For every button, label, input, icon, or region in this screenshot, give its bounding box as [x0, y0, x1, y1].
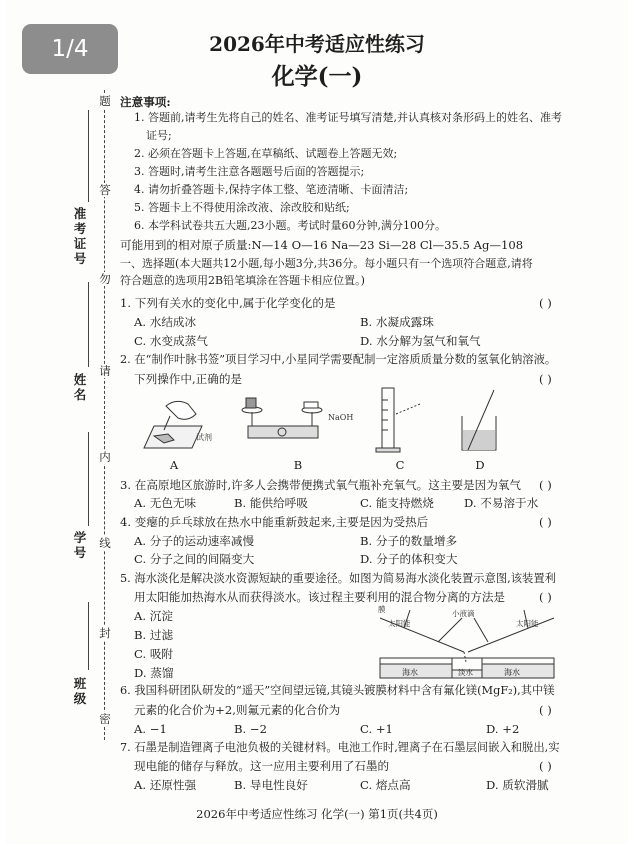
option-d: D. 质软滑腻 [486, 778, 549, 792]
option-b: B. 导电性良好 [234, 778, 308, 792]
solar-label-left: 太阳能 [388, 619, 411, 628]
section-heading: 一、选择题(本大题共12小题,每小题3分,共36分。每小题只有一个选项符合题意,请将 [120, 257, 533, 270]
seawater-label-right: 海水 [504, 668, 520, 677]
binding-char: 线 [97, 536, 113, 550]
question-stem: 6. 我国科研团队研发的“遥天”空间望远镜,其镜头镀膜材料中含有氟化镁(MgF₂),其中镁 [120, 684, 555, 697]
question-stem: 4. 变瘪的乒乓球放在热水中能重新鼓起来,主要是因为受热后 [120, 515, 429, 529]
solar-label-right: 太阳能 [516, 619, 539, 628]
option-d: D. 水分解为氢气和氧气 [360, 334, 481, 348]
class-line [88, 602, 89, 670]
answer-paren: ( ) [539, 372, 552, 386]
binding-char: 密 [97, 712, 113, 726]
answer-paren: ( ) [539, 590, 552, 604]
question-stem: 2. 在“制作叶脉书签”项目学习中,小星同学需要配制一定溶质质量分数的氢氧化钠溶液。 [120, 353, 557, 366]
fig-label-b: B [293, 458, 303, 472]
option-b: B. −2 [234, 722, 267, 736]
droplets-label: 小液滴 [452, 609, 475, 618]
student-number-line [88, 432, 89, 526]
freshwater-label: 淡水 [458, 668, 473, 677]
exam-number-line [88, 110, 89, 202]
reagent-label: 试剂 [196, 433, 212, 442]
note-line: 3. 答题时,请考生注意各题题号后面的答题提示; [134, 165, 365, 178]
question-stem-cont: 元素的化合价为+2,则氟元素的化合价为 [134, 703, 341, 717]
note-line: 6. 本学科试卷共五大题,23小题。考试时量60分钟,满分100分。 [134, 219, 446, 232]
seawater-label-left: 海水 [402, 668, 418, 677]
section-heading: 符合题意的选项用2B铅笔填涂在答题卡相应位置。) [120, 274, 365, 287]
option-c: C. 能支持燃烧 [360, 496, 434, 510]
naoh-label: NaOH [328, 413, 354, 422]
question-stem-cont: 下列操作中,正确的是 [134, 372, 243, 386]
option-b: B. 分子的数量增多 [360, 534, 458, 548]
option-c: C. 熔点高 [360, 778, 411, 792]
page-title: 2026年中考适应性练习 [209, 32, 425, 56]
answer-paren: ( ) [539, 478, 552, 492]
binding-char: 请 [97, 364, 113, 378]
option-c: C. +1 [360, 722, 393, 736]
question-stem: 5. 海水淡化是解决淡水资源短缺的重要途径。如图为简易海水淡化装置示意图,该装置利 [120, 572, 556, 585]
binding-char: 题 [97, 94, 113, 108]
option-b: B. 水凝成露珠 [360, 315, 434, 329]
fig-label-d: D [475, 458, 485, 472]
fig-label-c: C [395, 458, 405, 472]
binding-char: 内 [97, 450, 113, 464]
option-b: B. 过滤 [134, 628, 174, 642]
question-stem: 7. 石墨是制造锂离子电池负极的关键材料。电池工作时,锂离子在石墨层间嵌入和脱出,实 [120, 741, 560, 754]
question-stem: 3. 在高原地区旅游时,许多人会携带便携式氧气瓶补充氧气。这主要是因为氧气 [120, 478, 522, 492]
option-c: C. 水变成蒸气 [134, 334, 208, 348]
option-a: A. 水结成冰 [134, 315, 197, 329]
answer-paren: ( ) [539, 515, 552, 529]
option-a: A. −1 [134, 722, 167, 736]
question-stem: 1. 下列有关水的变化中,属于化学变化的是 [120, 296, 336, 310]
name-label: 姓名 [73, 372, 87, 402]
answer-paren: ( ) [539, 759, 552, 773]
option-d: D. 不易溶于水 [464, 496, 539, 510]
answer-paren: ( ) [539, 703, 552, 717]
binding-char: 答 [97, 183, 113, 197]
note-line: 证号; [146, 129, 172, 142]
question-stem-cont: 用太阳能加热海水从而获得淡水。该过程主要利用的混合物分离的方法是 [134, 590, 506, 604]
option-d: D. 分子的体积变大 [360, 552, 458, 566]
binding-char: 封 [97, 626, 113, 640]
notes-heading: 注意事项: [120, 95, 171, 109]
note-line: 4. 请勿折叠答题卡,保持字体工整、笔迹清晰、卡面清洁; [134, 183, 409, 196]
option-b: B. 能供给呼吸 [234, 496, 308, 510]
binding-char: 勿 [97, 272, 113, 286]
answer-paren: ( ) [539, 296, 552, 310]
note-line: 1. 答题前,请考生先将自己的姓名、准考证号填写清楚,并认真核对条形码上的姓名、准考 [134, 111, 562, 124]
class-label: 班级 [73, 676, 87, 706]
option-d: D. 蒸馏 [134, 666, 174, 680]
fig-label-a: A [169, 458, 179, 472]
page-indicator-badge: 1/4 [22, 24, 118, 74]
fig-d-beaker [462, 390, 496, 450]
q2-figures [130, 386, 510, 456]
option-a: A. 分子的运动速率减慢 [134, 534, 255, 548]
option-a: A. 沉淀 [134, 609, 173, 623]
option-a: A. 无色无味 [134, 496, 197, 510]
note-line: 5. 答题卡上不得使用涂改液、涂改胶和贴纸; [134, 201, 350, 214]
option-c: C. 分子之间的间隔变大 [134, 552, 255, 566]
page-subtitle: 化学(一) [271, 63, 363, 90]
student-number-label: 学号 [73, 530, 87, 560]
fig-b-balance [242, 398, 353, 438]
question-stem-cont: 现电能的储存与释放。这一应用主要利用了石墨的 [134, 759, 390, 773]
page-footer: 2026年中考适应性练习 化学(一) 第1页(共4页) [196, 807, 438, 821]
option-a: A. 还原性强 [134, 778, 197, 792]
option-d: D. +2 [486, 722, 520, 736]
fig-c-cylinder [376, 388, 420, 452]
fig-a-hand-reagent [144, 401, 212, 448]
option-c: C. 吸附 [134, 647, 174, 661]
membrane-label: 膜 [378, 605, 386, 614]
note-line: 2. 必须在答题卡上答题,在草稿纸、试题卷上答题无效; [134, 147, 398, 160]
q5-desalination-diagram [378, 604, 556, 680]
atomic-masses: 可能用到的相对原子质量:N—14 O—16 Na—23 Si—28 Cl—35.5 Ag—108 [120, 238, 524, 252]
exam-number-label: 准考证号 [73, 206, 87, 266]
name-line [88, 282, 89, 367]
exam-page [6, 0, 628, 844]
